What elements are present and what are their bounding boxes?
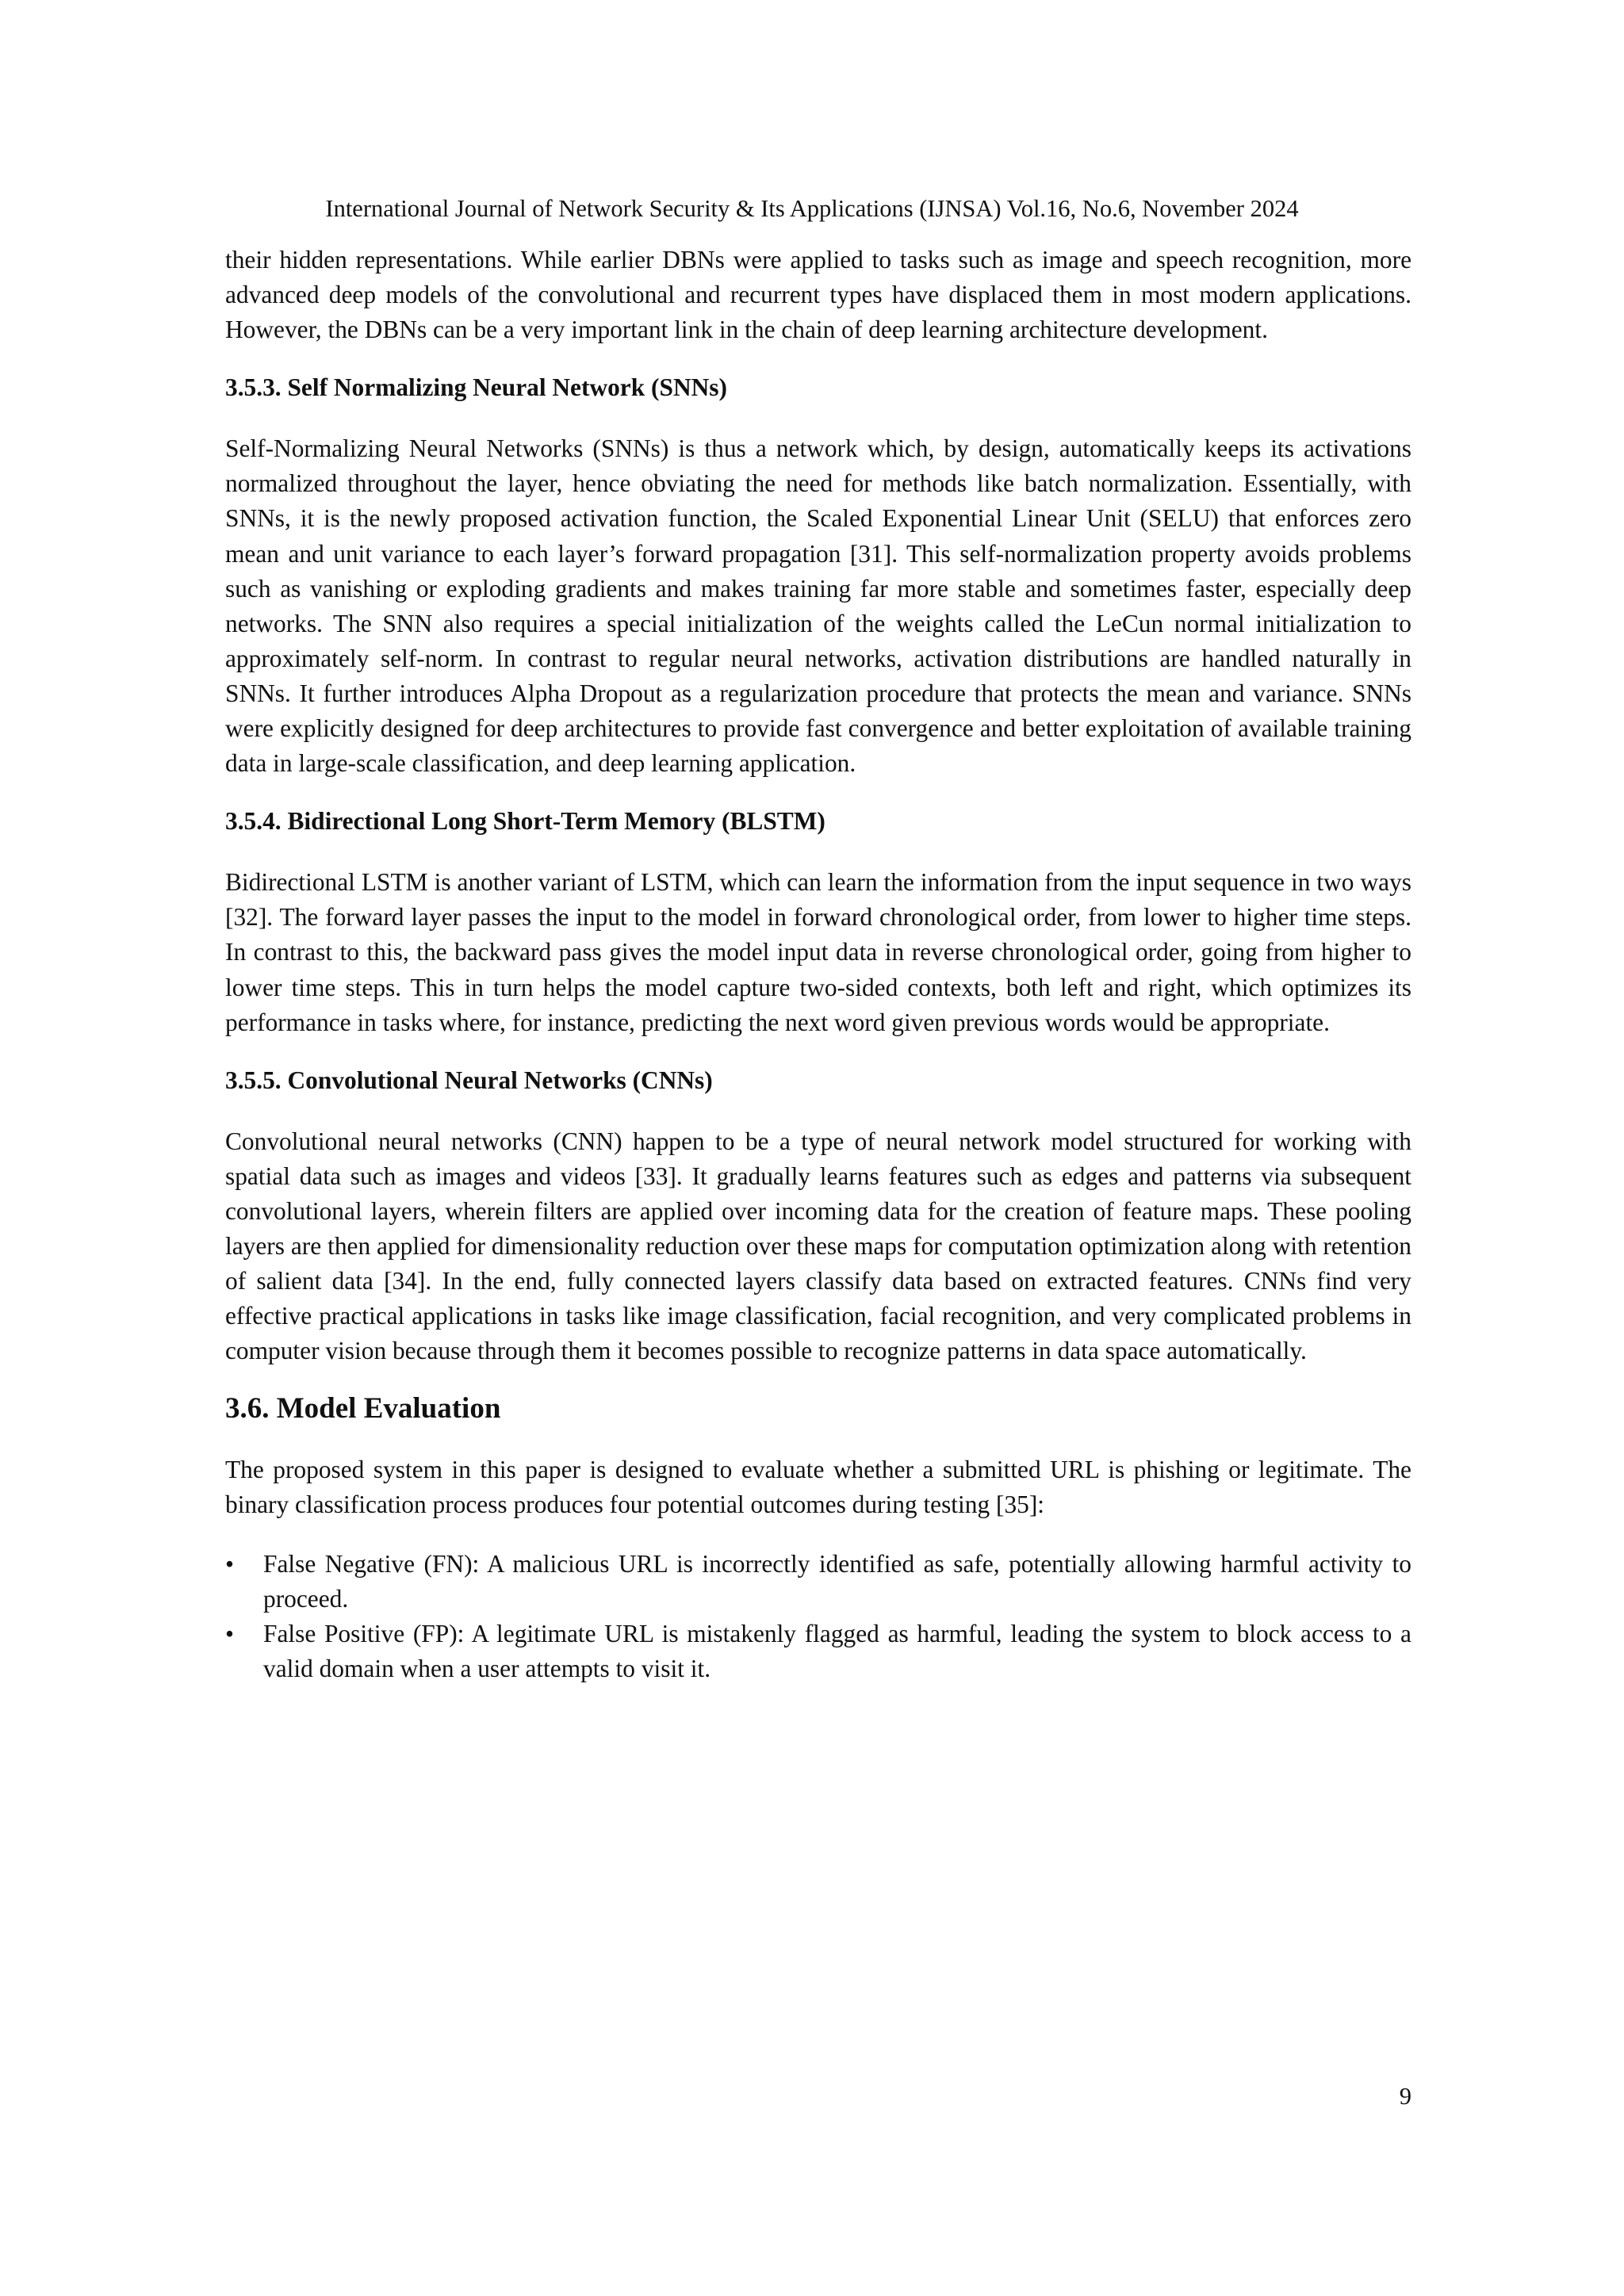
page-body bbox=[225, 243, 1411, 1686]
intro-paragraph: their hidden representations. While earlier DBNs were applied to tasks such as image and speech recognition, more advanced deep models of the convolutional and recurrent types have displaced them in most modern applications. However, the DBNs can be a very important link in the chain of deep learning architecture development. bbox=[225, 246, 1411, 344]
page-number: 9 bbox=[1399, 2083, 1411, 2110]
section-heading-3-6: 3.6. Model Evaluation bbox=[225, 1392, 501, 1425]
section-paragraph-3-5-4: Bidirectional LSTM is another variant of LSTM, which can learn the information from the input sequence in two ways [32]. The forward layer passes the input to the model in forward chronological order, from lower to higher time steps. In contrast to this, the backward pass gives the model input data in reverse chronological order, going from higher to lower time steps. This in turn helps the model capture two-sided contexts, both left and right, which optimizes its performance in tasks where, for instance, predicting the next word given previous words would be appropriate. bbox=[225, 868, 1411, 1036]
outcome-bullet-list bbox=[225, 1547, 1411, 1686]
section-heading-3-5-5: 3.5.5. Convolutional Neural Networks (CNNs) bbox=[225, 1066, 713, 1094]
bullet-marker: • bbox=[225, 1549, 234, 1578]
section-heading-3-5-3: 3.5.3. Self Normalizing Neural Network (SNNs) bbox=[225, 373, 727, 402]
bullet-item-false-positive bbox=[225, 1617, 1411, 1686]
bullet-marker: • bbox=[225, 1619, 234, 1647]
section-paragraph-3-5-3: Self-Normalizing Neural Networks (SNNs) is thus a network which, by design, automatically keeps its activations normalized throughout the layer, hence obviating the need for methods like batch normalization. Essentially, with SNNs, it is the newly proposed activation function, the Scaled Exponential Linear Unit (SELU) that enforces zero mean and unit variance to each layer’s forward propagation [31]. This self-normalization property avoids problems such as vanishing or exploding gradients and makes training far more stable and sometimes faster, especially deep networks. The SNN also requires a special initialization of the weights called the LeCun normal initialization to approximately self-norm. In contrast to regular neural networks, activation distributions are handled naturally in SNNs. It further introduces Alpha Dropout as a regularization procedure that protects the mean and variance. SNNs were explicitly designed for deep architectures to provide fast convergence and better exploitation of available training data in large-scale classification, and deep learning application. bbox=[225, 434, 1411, 778]
bullet-text: False Positive (FP): A legitimate URL is mistakenly flagged as harmful, leading the system to block access to a valid domain when a user attempts to visit it. bbox=[263, 1619, 1411, 1682]
bullet-item-false-negative bbox=[225, 1547, 1411, 1617]
section-heading-3-5-4: 3.5.4. Bidirectional Long Short-Term Memory (BLSTM) bbox=[225, 807, 825, 836]
section-paragraph-3-5-5: Convolutional neural networks (CNN) happen to be a type of neural network model structured for working with spatial data such as images and videos [33]. It gradually learns features such as edges and patterns via subsequent convolutional layers, wherein filters are applied over incoming data for the creation of feature maps. These pooling layers are then applied for dimensionality reduction over these maps for computation optimization along with retention of salient data [34]. In the end, fully connected layers classify data based on extracted features. CNNs find very effective practical applications in tasks like image classification, facial recognition, and very complicated problems in computer vision because through them it becomes possible to recognize patterns in data space automatically. bbox=[225, 1127, 1411, 1365]
section-paragraph-3-6: The proposed system in this paper is designed to evaluate whether a submitted URL is phishing or legitimate. The binary classification process produces four potential outcomes during testing [35]: bbox=[225, 1456, 1411, 1519]
bullet-text: False Negative (FN): A malicious URL is incorrectly identified as safe, potentially allowing harmful activity to proceed. bbox=[263, 1549, 1411, 1613]
running-header: International Journal of Network Security & Its Applications (IJNSA) Vol.16, No.6, November 2024 bbox=[325, 195, 1299, 222]
